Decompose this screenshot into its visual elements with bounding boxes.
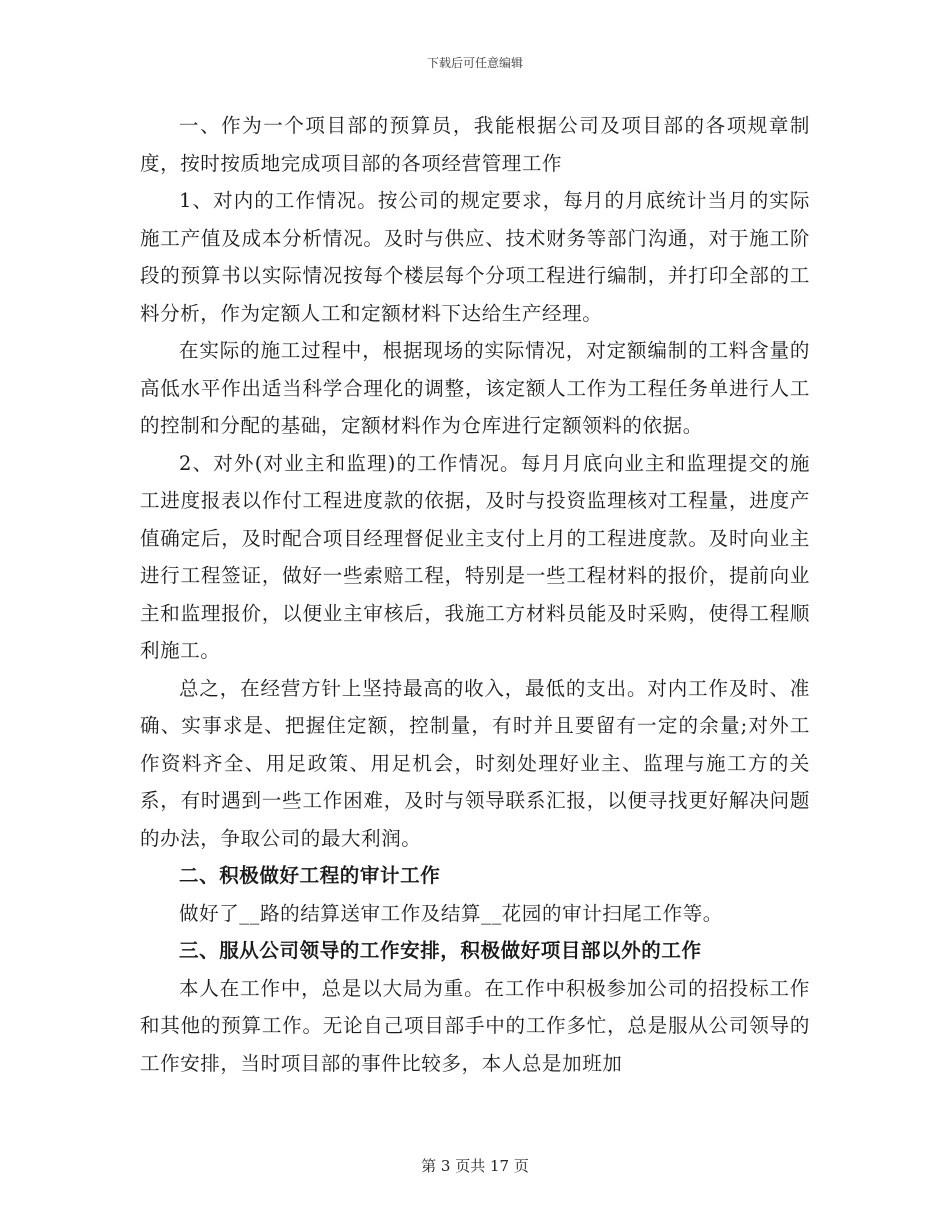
section-heading-audit: 二、积极做好工程的审计工作: [179, 864, 441, 887]
paragraph-summary: 总之，在经营方针上坚持最高的收入，最低的支出。对内工作及时、准确、实事求是、把握住定额，控制量，有时并且要留有一定的余量;对外工作资料齐全、用足政策、用足机会，时刻处理好业主、监理与施工方的关系，有时遇到一些工作困难，及时与领导联系汇报，以便寻找更好解决问题的办法，争取公司的最大利润。: [140, 676, 810, 850]
page-header: 下载后可任意编辑: [426, 56, 523, 70]
paragraph-external-work: 2、对外(对业主和监理)的工作情况。每月月底向业主和监理提交的施工进度报表以作付工程进度款的依据，及时与投资监理核对工程量，进度产值确定后，及时配合项目经理督促业主支付上月的工程进度款。及时向业主进行工程签证，做好一些索赔工程，特别是一些工程材料的报价，提前向业主和监理报价，以便业主审核后，我施工方材料员能及时采购，使得工程顺利施工。: [140, 451, 810, 662]
page-footer: 第 3 页共 17 页: [421, 1157, 529, 1175]
section-heading-leadership: 三、服从公司领导的工作安排，积极做好项目部以外的工作: [179, 939, 702, 962]
document-body: [140, 107, 810, 1082]
paragraph-construction-process: 在实际的施工过程中，根据现场的实际情况，对定额编制的工料含量的高低水平作出适当科学合理化的调整，该定额人工作为工程任务单进行人工的控制和分配的基础，定额材料作为仓库进行定额领料的依据。: [140, 339, 810, 437]
paragraph-internal-work: 1、对内的工作情况。按公司的规定要求，每月的月底统计当月的实际施工产值及成本分析情况。及时与供应、技术财务等部门沟通，对于施工阶段的预算书以实际情况按每个楼层每个分项工程进行编制，并打印全部的工料分析，作为定额人工和定额材料下达给生产经理。: [140, 189, 810, 325]
paragraph-audit: 做好了__路的结算送审工作及结算__花园的审计扫尾工作等。: [179, 901, 723, 925]
paragraph-leadership: 本人在工作中，总是以大局为重。在工作中积极参加公司的招投标工作和其他的预算工作。无论自己项目部手中的工作多忙，总是服从公司领导的工作安排，当时项目部的事件比较多，本人总是加班加: [140, 976, 810, 1075]
paragraph-section-1-heading: 一、作为一个项目部的预算员，我能根据公司及项目部的各项规章制度，按时按质地完成项目部的各项经营管理工作: [140, 114, 810, 175]
